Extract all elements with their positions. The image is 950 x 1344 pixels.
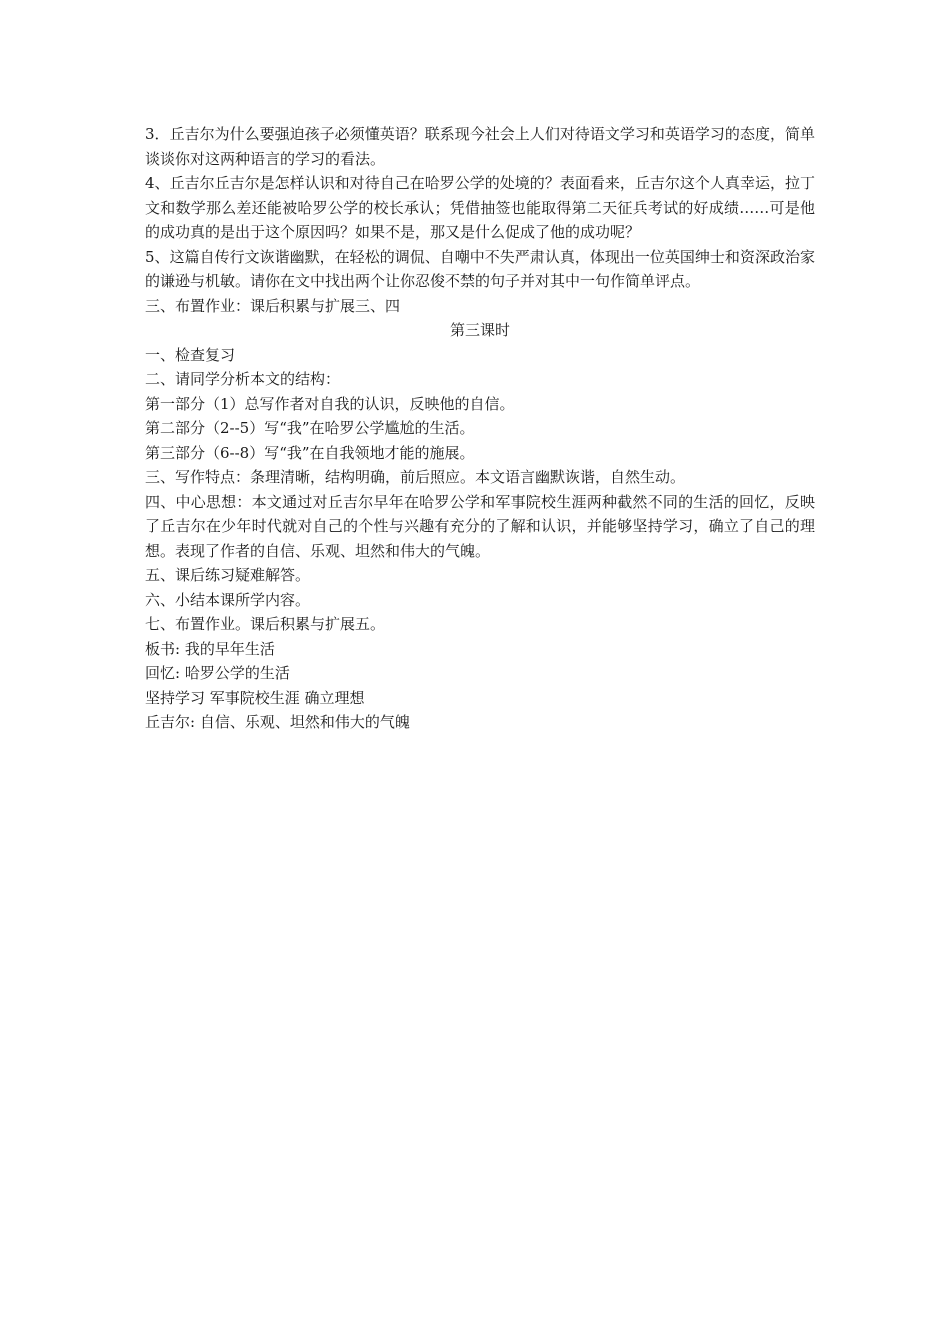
homework-assignment-2: 七、布置作业。课后积累与扩展五。 bbox=[145, 615, 386, 633]
exercise-answers: 五、课后练习疑难解答。 bbox=[145, 566, 311, 584]
writing-features: 三、写作特点：条理清晰，结构明确，前后照应。本文语言幽默诙谐，自然生动。 bbox=[145, 468, 686, 486]
part-two: 第二部分（2--5）写“我”在哈罗公学尴尬的生活。 bbox=[145, 419, 475, 437]
board-churchill: 丘吉尔: 自信、乐观、坦然和伟大的气魄 bbox=[145, 713, 410, 731]
board-study: 坚持学习 军事院校生涯 确立理想 bbox=[145, 688, 365, 707]
part-one: 第一部分（1）总写作者对自我的认识，反映他的自信。 bbox=[145, 394, 515, 413]
section-heading: 第三课时 bbox=[449, 321, 510, 339]
question-5: 5、这篇自传行文诙谐幽默，在轻松的调侃、自嘲中不失严肃认真，体现出一位英国绅士和资深政治家的谦逊与机敏。请你在文中找出两个让你忍俊不禁的句子并对其中一句作简单评点。 bbox=[145, 247, 815, 290]
structure-analysis: 二、请同学分析本文的结构： bbox=[145, 370, 341, 388]
part-three: 第三部分（6--8）写“我”在自我领地才能的施展。 bbox=[145, 443, 475, 462]
review-item: 一、检查复习 bbox=[145, 345, 236, 364]
homework-assignment: 三、布置作业：课后积累与扩展三、四 bbox=[145, 296, 401, 315]
central-idea: 四、中心思想：本文通过对丘吉尔早年在哈罗公学和军事院校生涯两种截然不同的生活的回忆，反映了丘吉尔在少年时代就对自己的个性与兴趣有充分的了解和认识，并能够坚持学习，确立了自己的理想。表现了作者的自信、乐观、坦然和伟大的气魄。 bbox=[145, 492, 815, 560]
board-memory: 回忆: 哈罗公学的生活 bbox=[145, 664, 290, 682]
lesson-summary: 六、小结本课所学内容。 bbox=[145, 590, 311, 609]
board-title: 板书: 我的早年生活 bbox=[145, 639, 275, 658]
question-3: 3．丘吉尔为什么要强迫孩子必须懂英语？联系现今社会上人们对待语文学习和英语学习的态度，简单谈谈你对这两种语言的学习的看法。 bbox=[145, 125, 815, 168]
question-4: 4、丘吉尔丘吉尔是怎样认识和对待自己在哈罗公学的处境的？表面看来，丘吉尔这个人真幸运，拉丁文和数学那么差还能被哈罗公学的校长承认；凭借抽签也能取得第二天征兵考试的好成绩……可是他的成功真的是出于这个原因吗？如果不是，那又是什么促成了他的成功呢？ bbox=[145, 174, 815, 241]
document-body bbox=[145, 122, 815, 735]
